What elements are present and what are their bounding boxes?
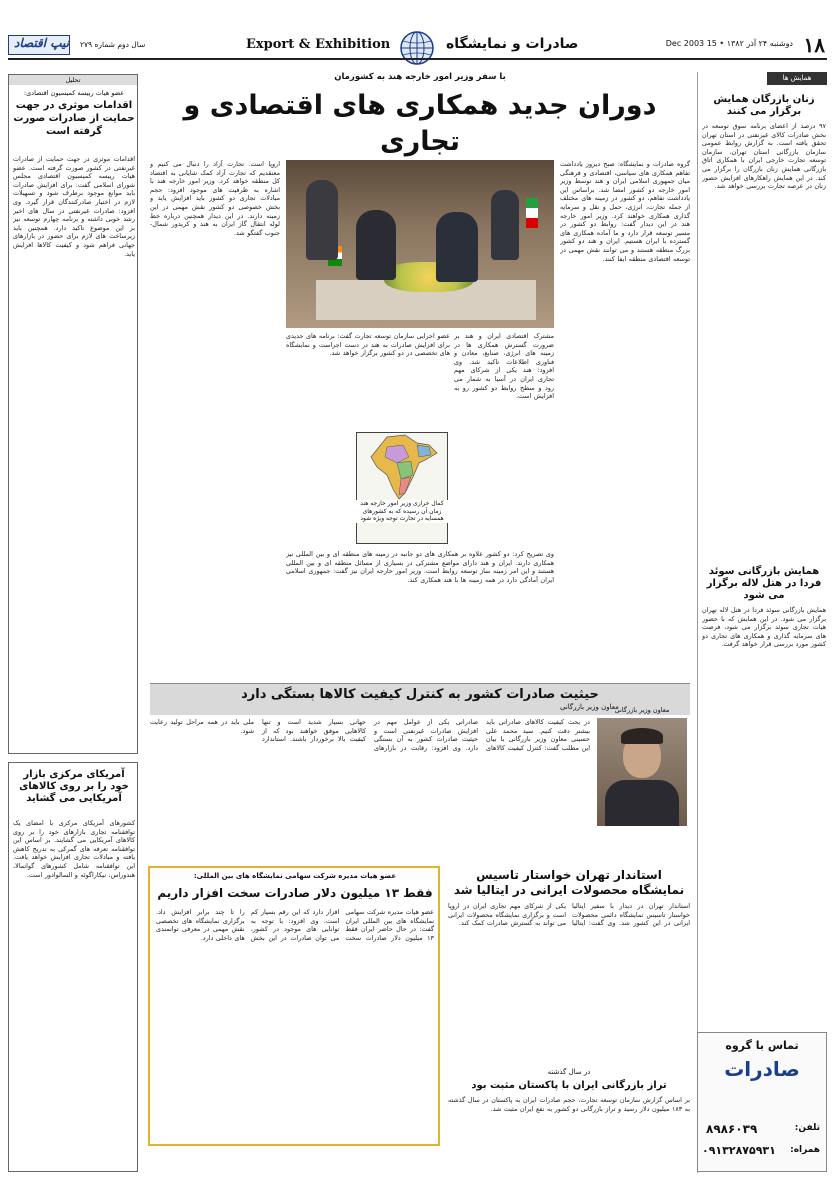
mobile-label: همراه: [790,1145,820,1155]
contact-name: صادرات [724,1057,800,1081]
section-title-en: Export & Exhibition [246,37,391,52]
person-3 [306,180,338,260]
article2-body: در بحث کیفیت کالاهای صادراتی باید بیشتر دقت کنیم. سید محمد علی حسینی معاون وزیر بازرگانی با بیان این مطلب گفت: کنترل کیفیت کالاهای صادراتی یکی از عوامل مهم در افزایش صادرات غیرنفتی است و حیثیت صادرات کشور به آن بستگی دارد. وی افزود: رقابت در بازارهای جهانی بسیار شدید است و تنها کالاهایی موفق خواهند بود که از کیفیت بالا برخوردار باشند. استاندارد ملی باید در همه مراحل تولید رعایت شود. [150,718,590,752]
left-title: اقدامات موثری در جهت حمایت از صادرات صورت گرفته است [13,100,135,137]
contact-title: تماس با گروه [725,1039,799,1052]
sidebar-title-2: همایش بازرگانی سوئد فردا در هتل لاله برگزار می شود [706,566,822,601]
left-body: اقدامات موثری در جهت حمایت از صادرات غیرنفتی در کشور صورت گرفته است. عضو هیات رییسه کمیسیون اقتصادی مجلس شورای اسلامی گفت: برای افزایش صادرات باید موانع موجود برطرف شود و تسهیلات لازم در اختیار صادرکنندگان قرار گیرد. وی افزود: صادرات غیرنفتی در سال های اخیر رشد خوبی داشته و برنامه چهارم توسعه نیز بر این موضوع تاکید دارد. همچنین باید زیرساخت های لازم برای حضور در بازارهای جهانی فراهم شود و کیفیت کالاها افزایش یابد. [13,155,135,258]
person-2 [436,212,478,282]
sidebar-title: زنان بازرگان همایش برگزار می کنند [713,94,815,117]
left-box2-body: کشورهای آمریکای مرکزی با امضای یک توافقنامه تجاری بازارهای خود را بر روی کالاهای آمریکایی می گشایند. بر اساس این توافقنامه تعرفه های گمرکی به تدریج کاهش یافته و مبادلات تجاری افزایش خواهد یافت. این توافقنامه شامل کشورهای گواتمالا، هندوراس، نیکاراگوئه و السالوادور است. [13,819,135,879]
phone-label: تلفن: [794,1123,820,1133]
left-kicker: عضو هیات رییسه کمیسیون اقتصادی: [23,89,125,97]
main-body-below: وی تصریح کرد: دو کشور علاوه بر همکاری های دو جانبه در زمینه های منطقه ای و بین المللی نیز همکاری دارند. ایران و هند دارای مواضع مشترکی در بسیاری از مسائل منطقه ای و بین المللی هستند و این امر زمینه ساز توسعه روابط است. وزیر امور خارجه ایران نیز گفت: جمهوری اسلامی ایران آمادگی دارد در همه زمینه ها با هند همکاری کند. [286,550,554,584]
map-caption: کمال خرازی وزیر امور خارجه هند زمان آن رسیده که به کشورهای همسایه در تجارت توجه ویژه شود [356,500,448,523]
globe-icon [398,29,436,67]
headline-line-1: دوران جدید همکاری های اقتصادی و تجاری [183,90,657,157]
portrait-photo [597,718,687,826]
left-sidebar [8,74,138,754]
main-body-col2: اروپا است. تجارت آزاد را دنبال می کنیم و معتقدیم که تجارت آزاد کمک شایانی به اقتصاد کل منطقه خواهد کرد. وزیر امور خارجه هند با اشاره به ظرفیت های موجود افزود: حجم مبادلات تجاری دو کشور باید افزایش یابد و بخش خصوصی دو کشور نقش مهمی در این زمینه دارند. در این دیدار همچنین درباره خط لوله انتقال گاز ایران به هند و کریدور شمال- جنوب گفتگو شد. [150,160,280,237]
article2-subtitle: معاون وزیر بازرگانی [560,703,619,711]
portrait-suit [605,780,679,826]
yellow-title: فقط ۱۳ میلیون دلار صادرات سخت افزار داریم [157,886,433,900]
yellow-body: عضو هیات مدیره شرکت سهامی نمایشگاه های بین المللی ایران گفت: در حال حاضر ایران فقط ۱۳ میلیون دلار صادرات سخت افزار دارد که این رقم بسیار کم است. وی افزود: با توجه به توانایی های موجود در کشور، می توان صادرات در این بخش را تا چند برابر افزایش داد. برگزاری نمایشگاه های تخصصی نقش مهمی در معرفی توانمندی های داخلی دارد. [156,908,434,942]
date-line: دوشنبه ۲۴ آذر ۱۳۸۲ • 15 Dec 2003 [665,39,793,48]
article3-subbody: بر اساس گزارش سازمان توسعه تجارت، حجم صادرات ایران به پاکستان در سال گذشته به ۱۸۳ میلیون دلار رسید و تراز بازرگانی دو کشور به نفع ایران مثبت شد. [448,1096,690,1113]
india-map [356,432,448,544]
contact-box [697,1032,827,1172]
article2-title: حیثیت صادرات کشور به کنترل کیفیت کالاها بستگی دارد [241,687,599,702]
person-1 [356,210,396,280]
person-4 [491,190,519,260]
left-sidebar-box2 [8,762,138,1172]
left-box2-title: آمریکای مرکزی بازار خود را بر روی کالاهای آمریکایی می گشاید [19,769,129,804]
article3-subheading: تراز بازرگانی ایران با پاکستان مثبت بود [471,1080,667,1091]
article3-title: استاندار تهران خواستار تاسیس نمایشگاه محصولات ایرانی در ایتالیا شد [453,868,685,897]
article3-subtitle: در سال گذشته [547,1068,591,1076]
sidebar-body: ۹۷ درصد از اعضای برنامه سوق توسعه در بخش صادرات کالای غیرنفتی در استان تهران تحقق یافته است. به گزارش روابط عمومی سازمان بازرگانی استان تهران، سازمان توسعه تجارت خارجی ایران با همکاری اتاق بازرگانی همایش زنان بازرگان را برگزار می کند. در این همایش راهکارهای افزایش حضور زنان در عرصه تجارت بررسی خواهد شد. [702,122,826,191]
issue-line: سال دوم شماره ۲۷۹ [80,40,146,49]
main-photo [286,160,554,328]
logo-text: نیپ اقتصاد [14,36,70,50]
header-rule [8,58,827,60]
yellow-kicker: عضو هیات مدیره شرکت سهامی نمایشگاه های بین المللی: [193,872,397,880]
article2-caption: معاون وزیر بازرگانی [614,706,670,714]
page-number: ۱۸ [803,33,825,57]
main-body-col4: عضو اجرایی سازمان توسعه تجارت گفت: برنامه های جدیدی برای افزایش صادرات به هند در دست اجراست و نمایشگاه های تخصصی در دو کشور برگزار خواهد شد. [286,332,450,358]
main-body-col1: گروه صادرات و نمایشگاه: صبح دیروز یادداشت تفاهم همکاری های سیاسی، اقتصادی و فرهنگی میان جمهوری اسلامی ایران و هند توسط وزیر امور خارجه دو کشور امضا شد. براساس این یادداشت تفاهم، دو کشور در زمینه های مختلف از جمله تجارت، انرژی، حمل و نقل و سرمایه گذاری همکاری خواهند کرد. وزیر امور خارجه هند در این دیدار گفت: روابط دو کشور در مسیر توسعه قرار دارد و ما آماده همکاری های گسترده با ایران هستیم. ایران و هند دو کشور بزرگ منطقه هستند و می توانند نقش مهمی در توسعه اقتصادی منطقه ایفا کنند. [560,160,690,263]
section-title-fa: صادرات و نمایشگاه [446,36,579,52]
left-sidebar-tag: تحلیل [9,75,137,85]
phone-number[interactable]: ۸۹۸۶۰۳۹ [706,1122,758,1136]
mobile-number[interactable]: ۰۹۱۳۲۸۷۵۹۳۱ [702,1144,776,1157]
flag-right [526,198,538,228]
portrait-hair [621,728,663,744]
sidebar-body-2: همایش بازرگانی سوئد فردا در هتل لاله تهران برگزار می شود. در این همایش که با حضور هیات تجاری سوئد برگزار می شود، فرصت های سرمایه گذاری و همکاری های تجاری دو کشور مورد بررسی قرار خواهد گرفت. [702,606,826,649]
sidebar-tag: همایش ها [767,72,827,85]
main-body-col3: مشترک اقتصادی ایران و هند بر ضرورت گسترش همکاری ها در زمینه های انرژی، صنایع، معادن و فناوری اطلاعات تاکید شد. وی افزود: هند یکی از شرکای مهم تجاری ایران در آسیا به شمار می رود و سطح روابط دو کشور رو به افزایش است. [454,332,554,401]
yellow-box [148,866,440,1146]
article3-body: استاندار تهران در دیدار با سفیر ایتالیا خواستار تاسیس نمایشگاه دائمی محصولات ایرانی در این کشور شد. وی گفت: ایتالیا یکی از شرکای مهم تجاری ایران در اروپا است و برگزاری نمایشگاه محصولات ایرانی می تواند به گسترش صادرات کمک کند. [448,902,690,928]
main-kicker: با سفر وزیر امور خارجه هند به کشورمان [334,72,506,82]
right-sidebar [697,72,827,1173]
india-map-shape [357,433,449,503]
